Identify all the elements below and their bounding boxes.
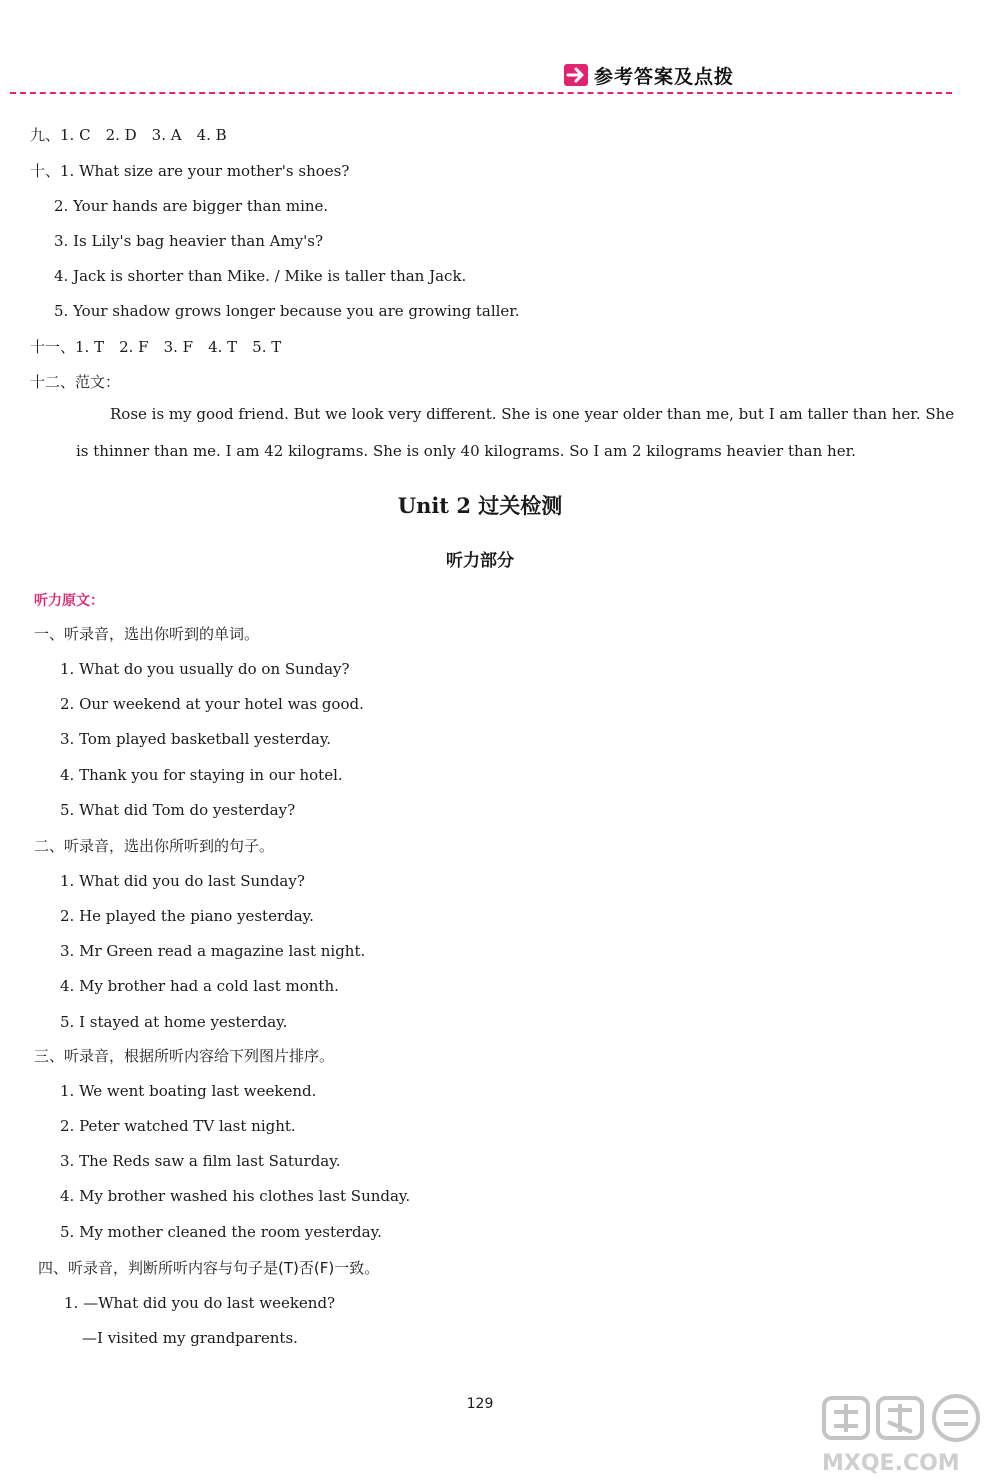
script-label-text: 听力原文： [34, 593, 104, 609]
listening-1-item-5: 5. What did Tom do yesterday? [60, 801, 296, 819]
svg-text:MXQE.COM: MXQE.COM [822, 1451, 960, 1476]
section-10-item-2: 2. Your hands are bigger than mine. [54, 197, 329, 215]
listening-section-2-label-text: 二、听录音，选出你所听到的句子。 [34, 837, 275, 855]
section-9 [30, 125, 227, 145]
listening-2-item-4: 4. My brother had a cold last month. [60, 977, 339, 995]
listening-3-item-3: 3. The Reds saw a film last Saturday. [60, 1152, 341, 1170]
sample-essay-line-1: Rose is my good friend. But we look very different. She is one year older than me, but I am taller than her. She [110, 405, 955, 423]
arrow-right-icon [564, 64, 588, 86]
section-10-label: 十、 [30, 162, 61, 180]
listening-3-item-1: 1. We went boating last weekend. [60, 1082, 317, 1100]
script-label [34, 590, 104, 611]
section-12-label-text: 十二、范文： [30, 373, 121, 391]
section-10-item-1 [30, 161, 349, 181]
sample-essay-line-2: is thinner than me. I am 42 kilograms. She is only 40 kilograms. So I am 2 kilograms heavier than her. [76, 442, 856, 460]
section-10-item-5: 5. Your shadow grows longer because you are growing taller. [54, 302, 520, 320]
unit-title: Unit 2 过关检测 [397, 493, 563, 518]
listening-2-item-1: 1. What did you do last Sunday? [60, 872, 305, 890]
section-10-item-text: 1. What size are your mother's shoes? [60, 162, 350, 180]
section-11-answers: 1. T 2. F 3. F 4. T 5. T [75, 338, 282, 356]
listening-section-1-label-text: 一、听录音，选出你听到的单词。 [34, 625, 260, 643]
listening-4-item-1: 1. —What did you do last weekend? [64, 1294, 336, 1312]
listening-2-item-2: 2. He played the piano yesterday. [60, 907, 314, 925]
section-11 [30, 337, 281, 357]
listening-3-item-4: 4. My brother washed his clothes last Sunday. [60, 1187, 411, 1205]
listening-1-item-3: 3. Tom played basketball yesterday. [60, 730, 332, 748]
part-title: 听力部分 [446, 551, 514, 571]
header-title: 参考答案及点拨 [594, 65, 735, 88]
listening-1-item-4: 4. Thank you for staying in our hotel. [60, 766, 343, 784]
listening-1-item-2: 2. Our weekend at your hotel was good. [60, 695, 364, 713]
section-11-label: 十一、 [30, 338, 76, 356]
section-12-label [30, 372, 120, 392]
listening-section-3-label-text: 三、听录音，根据所听内容给下列图片排序。 [34, 1047, 335, 1065]
listening-4-item-1-reply: —I visited my grandparents. [82, 1329, 298, 1347]
listening-section-4-label [38, 1258, 379, 1278]
listening-section-3-label [34, 1046, 334, 1066]
listening-1-item-1: 1. What do you usually do on Sunday? [60, 660, 350, 678]
section-9-label: 九、 [30, 126, 61, 144]
watermark-logo [818, 1392, 988, 1476]
listening-section-2-label [34, 836, 274, 856]
running-header [564, 60, 734, 90]
section-9-answers: 1. C 2. D 3. A 4. B [60, 126, 227, 144]
page-number: 129 [466, 1396, 494, 1412]
header-divider [10, 92, 952, 94]
listening-3-item-5: 5. My mother cleaned the room yesterday. [60, 1223, 382, 1241]
listening-2-item-3: 3. Mr Green read a magazine last night. [60, 942, 366, 960]
listening-2-item-5: 5. I stayed at home yesterday. [60, 1013, 288, 1031]
listening-section-1-label [34, 624, 259, 644]
listening-section-4-label-text: 四、听录音，判断所听内容与句子是(T)否(F)一致。 [38, 1259, 380, 1277]
section-10-item-4: 4. Jack is shorter than Mike. / Mike is taller than Jack. [54, 267, 467, 285]
listening-3-item-2: 2. Peter watched TV last night. [60, 1117, 296, 1135]
section-10-item-3: 3. Is Lily's bag heavier than Amy's? [54, 232, 324, 250]
